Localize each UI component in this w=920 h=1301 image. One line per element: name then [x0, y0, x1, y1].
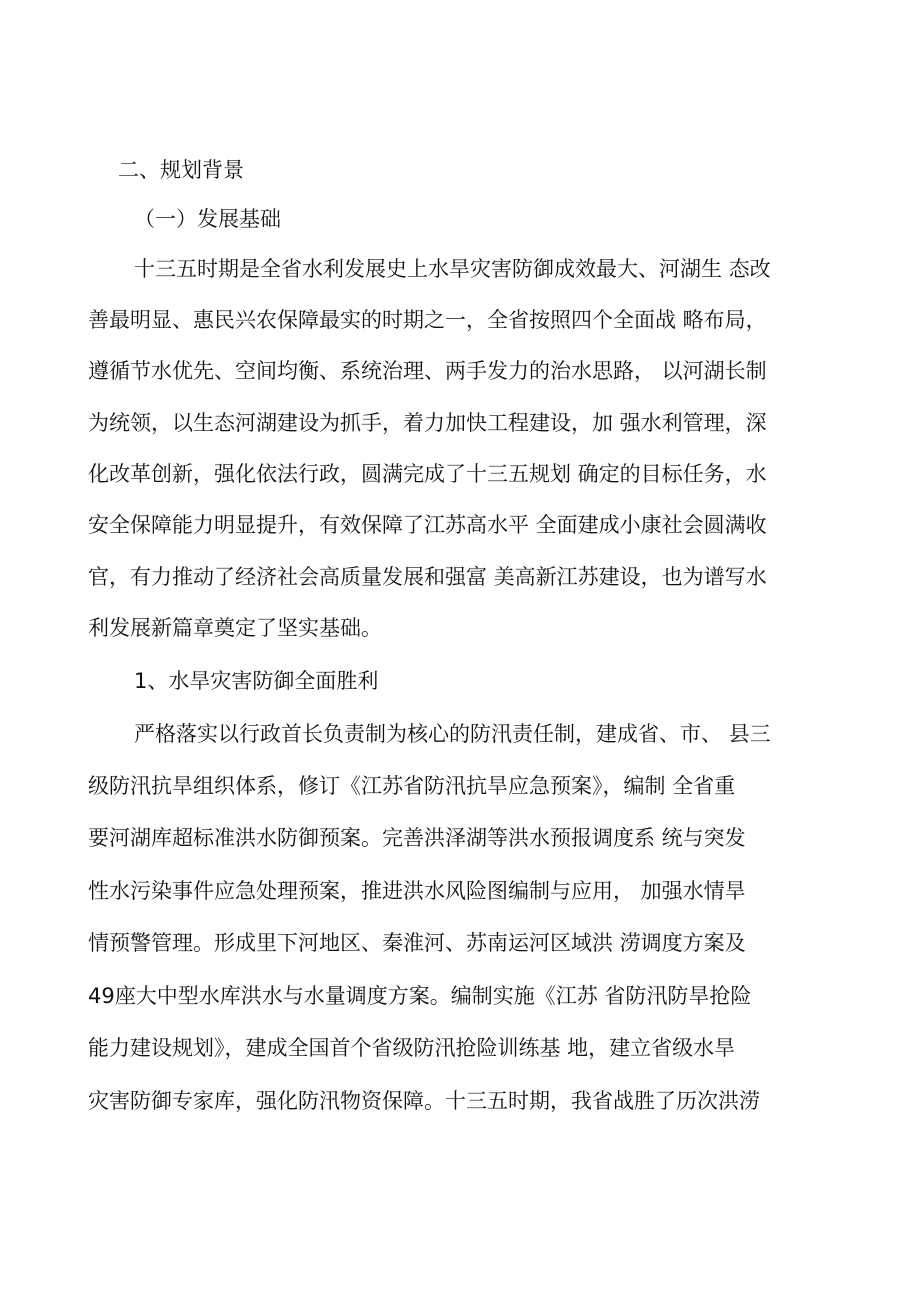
- paragraph-line: 能力建设规划》，建成全国首个省级防汛抢险训练基 地，建立省级水旱: [88, 1036, 736, 1060]
- section-heading: 二、规划背景: [118, 158, 244, 182]
- paragraph-line: 灾害防御专家库，强化防汛物资保障。十三五时期，我省战胜了历次洪涝: [88, 1089, 760, 1113]
- paragraph-line: 为统领，以生态河湖建设为抓手，着力加快工程建设，加 强水利管理，深: [88, 411, 767, 435]
- paragraph-line: 遵循节水优先、空间均衡、系统治理、两手发力的治水思路， 以河湖长制: [88, 359, 767, 383]
- paragraph-line: 49座大中型水库洪水与水量调度方案。编制实施《江苏 省防汛防旱抢险: [88, 984, 752, 1008]
- paragraph-line: 级防汛抗旱组织体系，修订《江苏省防汛抗旱应急预案》，编制 全省重: [88, 774, 736, 798]
- paragraph-line: 善最明显、惠民兴农保障最实的时期之一，全省按照四个全面战 略布局，: [88, 308, 767, 332]
- sub-heading: （一）发展基础: [134, 207, 281, 231]
- paragraph-line: 情预警管理。形成里下河地区、秦淮河、苏南运河区域洪 涝调度方案及: [88, 931, 746, 955]
- paragraph-line: 化改革创新，强化依法行政，圆满完成了十三五规划 确定的目标任务，水: [88, 462, 767, 486]
- paragraph-line: 利发展新篇章奠定了坚实基础。: [88, 616, 382, 640]
- item-heading: 1、水旱灾害防御全面胜利: [134, 669, 379, 693]
- paragraph-line: 官，有力推动了经济社会高质量发展和强富 美高新江苏建设，也为谱写水: [88, 565, 767, 589]
- paragraph-line: 十三五时期是全省水利发展史上水旱灾害防御成效最大、河湖生 态改: [134, 257, 771, 281]
- paragraph-line: 严格落实以行政首长负责制为核心的防汛责任制，建成省、市、 县三: [134, 722, 771, 746]
- paragraph-line: 要河湖库超标准洪水防御预案。完善洪泽湖等洪水预报调度系 统与突发: [88, 826, 746, 850]
- paragraph-line: 安全保障能力明显提升，有效保障了江苏高水平 全面建成小康社会圆满收: [88, 513, 767, 537]
- paragraph-line: 性水污染事件应急处理预案，推进洪水风险图编制与应用， 加强水情旱: [88, 879, 746, 903]
